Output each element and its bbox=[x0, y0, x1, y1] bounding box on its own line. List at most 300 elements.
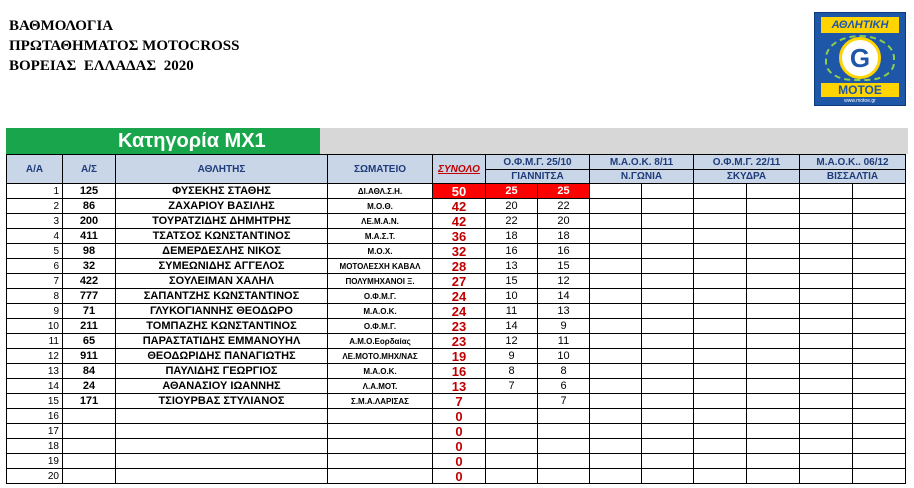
athlete-name-cell: ΤΟΜΠΑΖΗΣ ΚΩΝΣΤΑΝΤΙΝΟΣ bbox=[116, 319, 328, 334]
empty-round-cell bbox=[800, 229, 853, 244]
empty-round-cell bbox=[590, 379, 642, 394]
empty-round-cell bbox=[853, 409, 906, 424]
athlete-name-cell: ΤΣΙΟΥΡΒΑΣ ΣΤΥΛΙΑΝΟΣ bbox=[116, 394, 328, 409]
empty-round-cell bbox=[694, 259, 747, 274]
empty-round-cell bbox=[694, 454, 747, 469]
table-row bbox=[7, 199, 906, 214]
round-1-race-2-cell: 10 bbox=[538, 349, 590, 364]
empty-round-cell bbox=[853, 424, 906, 439]
round-1-race-1-cell bbox=[486, 454, 538, 469]
total-points-cell: 0 bbox=[433, 469, 486, 484]
empty-round-cell bbox=[747, 259, 800, 274]
club-cell bbox=[328, 424, 433, 439]
club-cell: Ο.Φ.Μ.Γ. bbox=[328, 319, 433, 334]
empty-round-cell bbox=[800, 259, 853, 274]
round-1-race-2-cell: 12 bbox=[538, 274, 590, 289]
club-cell: Μ.Ο.Θ. bbox=[328, 199, 433, 214]
athlete-name-cell: ΤΣΑΤΣΟΣ ΚΩΝΣΤΑΝΤΙΝΟΣ bbox=[116, 229, 328, 244]
athlete-name-cell: ΣΟΥΛΕΙΜΑΝ ΧΑΛΗΛ bbox=[116, 274, 328, 289]
empty-round-cell bbox=[853, 319, 906, 334]
title-line-3: ΒΟΡΕΙΑΣ ΕΛΛΑΔΑΣ 2020 bbox=[9, 58, 194, 74]
empty-round-cell bbox=[747, 349, 800, 364]
round-4-org: Μ.Α.Ο.Κ.. 06/12 bbox=[800, 155, 906, 170]
empty-round-cell bbox=[853, 379, 906, 394]
empty-round-cell bbox=[747, 304, 800, 319]
round-1-race-1-cell: 12 bbox=[486, 334, 538, 349]
empty-round-cell bbox=[694, 274, 747, 289]
club-cell: Α.Μ.Ο.Εορδαίας bbox=[328, 334, 433, 349]
rank-cell: 3 bbox=[7, 214, 63, 229]
athlete-name-cell: ΓΛΥΚΟΓΙΑΝΝΗΣ ΘΕΟΔΩΡΟ bbox=[116, 304, 328, 319]
round-3-venue: ΣΚΥΔΡΑ bbox=[694, 170, 800, 184]
total-points-cell: 23 bbox=[433, 319, 486, 334]
standings-body bbox=[7, 184, 906, 484]
empty-round-cell bbox=[747, 199, 800, 214]
title-block bbox=[9, 16, 239, 76]
empty-round-cell bbox=[590, 229, 642, 244]
empty-round-cell bbox=[642, 394, 694, 409]
round-1-race-1-cell bbox=[486, 439, 538, 454]
round-1-race-2-cell: 9 bbox=[538, 319, 590, 334]
table-row bbox=[7, 214, 906, 229]
empty-round-cell bbox=[642, 379, 694, 394]
empty-round-cell bbox=[590, 259, 642, 274]
round-1-race-1-cell: 11 bbox=[486, 304, 538, 319]
empty-round-cell bbox=[747, 409, 800, 424]
empty-round-cell bbox=[590, 319, 642, 334]
empty-round-cell bbox=[747, 229, 800, 244]
club-cell: ΔΙ.ΑΘΛ.Σ.Η. bbox=[328, 184, 433, 199]
empty-round-cell bbox=[747, 289, 800, 304]
rank-cell: 9 bbox=[7, 304, 63, 319]
round-1-race-1-cell: 10 bbox=[486, 289, 538, 304]
total-points-cell: 23 bbox=[433, 334, 486, 349]
empty-round-cell bbox=[853, 199, 906, 214]
round-1-venue: ΓΙΑΝΝΙΤΣΑ bbox=[486, 170, 590, 184]
rank-cell: 19 bbox=[7, 454, 63, 469]
empty-round-cell bbox=[590, 454, 642, 469]
empty-round-cell bbox=[853, 454, 906, 469]
total-points-cell: 0 bbox=[433, 439, 486, 454]
athlete-name-cell bbox=[116, 454, 328, 469]
round-1-race-1-cell: 25 bbox=[486, 184, 538, 199]
total-points-cell: 42 bbox=[433, 214, 486, 229]
club-cell bbox=[328, 439, 433, 454]
empty-round-cell bbox=[800, 214, 853, 229]
empty-round-cell bbox=[694, 229, 747, 244]
rank-cell: 13 bbox=[7, 364, 63, 379]
empty-round-cell bbox=[694, 214, 747, 229]
total-points-cell: 13 bbox=[433, 379, 486, 394]
empty-round-cell bbox=[800, 274, 853, 289]
round-1-race-2-cell bbox=[538, 424, 590, 439]
round-1-race-2-cell: 22 bbox=[538, 199, 590, 214]
empty-round-cell bbox=[800, 184, 853, 199]
empty-round-cell bbox=[590, 214, 642, 229]
empty-round-cell bbox=[642, 214, 694, 229]
empty-round-cell bbox=[853, 184, 906, 199]
table-row bbox=[7, 319, 906, 334]
table-row bbox=[7, 439, 906, 454]
empty-round-cell bbox=[590, 349, 642, 364]
empty-round-cell bbox=[800, 334, 853, 349]
empty-round-cell bbox=[853, 349, 906, 364]
athlete-name-cell: ΦΥΣΕΚΗΣ ΣΤΑΘΗΣ bbox=[116, 184, 328, 199]
empty-round-cell bbox=[800, 394, 853, 409]
empty-round-cell bbox=[800, 244, 853, 259]
round-1-race-1-cell: 14 bbox=[486, 319, 538, 334]
empty-round-cell bbox=[642, 424, 694, 439]
empty-round-cell bbox=[800, 409, 853, 424]
empty-round-cell bbox=[590, 424, 642, 439]
empty-round-cell bbox=[642, 319, 694, 334]
athlete-name-cell: ΣΥΜΕΩΝΙΔΗΣ ΑΓΓΕΛΟΣ bbox=[116, 259, 328, 274]
empty-round-cell bbox=[747, 184, 800, 199]
rank-cell: 10 bbox=[7, 319, 63, 334]
round-4-venue: ΒΙΣΣΑΛΤΙΑ bbox=[800, 170, 906, 184]
empty-round-cell bbox=[642, 469, 694, 484]
empty-round-cell bbox=[800, 199, 853, 214]
rider-number-cell: 32 bbox=[63, 259, 116, 274]
round-1-race-1-cell: 8 bbox=[486, 364, 538, 379]
round-1-org: Ο.Φ.Μ.Γ. 25/10 bbox=[486, 155, 590, 170]
empty-round-cell bbox=[590, 469, 642, 484]
club-cell: ΜΟΤΟΛΕΣΧΗ ΚΑΒΑΛ bbox=[328, 259, 433, 274]
empty-round-cell bbox=[694, 304, 747, 319]
total-points-cell: 16 bbox=[433, 364, 486, 379]
round-1-race-1-cell: 15 bbox=[486, 274, 538, 289]
empty-round-cell bbox=[694, 289, 747, 304]
title-line-2: ΠΡΩΤΑΘΗΜΑΤΟΣ MOTOCROSS bbox=[9, 38, 240, 54]
round-1-race-2-cell: 18 bbox=[538, 229, 590, 244]
rank-cell: 12 bbox=[7, 349, 63, 364]
empty-round-cell bbox=[642, 454, 694, 469]
empty-round-cell bbox=[853, 469, 906, 484]
logo-emblem-icon: G bbox=[839, 37, 881, 79]
athlete-name-cell: ΤΟΥΡΑΤΖΙΔΗΣ ΔΗΜΗΤΡΗΣ bbox=[116, 214, 328, 229]
table-row bbox=[7, 454, 906, 469]
empty-round-cell bbox=[800, 349, 853, 364]
club-cell bbox=[328, 454, 433, 469]
rider-number-cell: 777 bbox=[63, 289, 116, 304]
round-1-race-2-cell bbox=[538, 439, 590, 454]
empty-round-cell bbox=[853, 259, 906, 274]
empty-round-cell bbox=[642, 274, 694, 289]
empty-round-cell bbox=[853, 394, 906, 409]
round-1-race-2-cell bbox=[538, 469, 590, 484]
round-1-race-1-cell: 18 bbox=[486, 229, 538, 244]
title-line-1: ΒΑΘΜΟΛΟΓΙΑ bbox=[9, 18, 114, 34]
col-as-header: Α/Σ bbox=[63, 155, 116, 184]
category-band-grey bbox=[320, 128, 908, 154]
rank-cell: 20 bbox=[7, 469, 63, 484]
empty-round-cell bbox=[853, 364, 906, 379]
empty-round-cell bbox=[590, 334, 642, 349]
table-row bbox=[7, 364, 906, 379]
rank-cell: 14 bbox=[7, 379, 63, 394]
total-points-cell: 0 bbox=[433, 409, 486, 424]
col-total-header: ΣΥΝΟΛΟ bbox=[433, 155, 486, 184]
empty-round-cell bbox=[800, 439, 853, 454]
round-1-race-2-cell: 11 bbox=[538, 334, 590, 349]
empty-round-cell bbox=[694, 424, 747, 439]
table-row bbox=[7, 409, 906, 424]
empty-round-cell bbox=[747, 469, 800, 484]
col-athlete-header: ΑΘΛΗΤΗΣ bbox=[116, 155, 328, 184]
rank-cell: 11 bbox=[7, 334, 63, 349]
empty-round-cell bbox=[747, 379, 800, 394]
empty-round-cell bbox=[642, 304, 694, 319]
rider-number-cell: 422 bbox=[63, 274, 116, 289]
empty-round-cell bbox=[853, 274, 906, 289]
total-points-cell: 32 bbox=[433, 244, 486, 259]
standings-table bbox=[6, 154, 906, 484]
empty-round-cell bbox=[590, 184, 642, 199]
athlete-name-cell bbox=[116, 439, 328, 454]
motoe-logo bbox=[814, 12, 906, 106]
athlete-name-cell bbox=[116, 424, 328, 439]
empty-round-cell bbox=[694, 184, 747, 199]
rank-cell: 8 bbox=[7, 289, 63, 304]
total-points-cell: 7 bbox=[433, 394, 486, 409]
round-1-race-2-cell: 13 bbox=[538, 304, 590, 319]
empty-round-cell bbox=[800, 379, 853, 394]
rider-number-cell bbox=[63, 439, 116, 454]
empty-round-cell bbox=[694, 334, 747, 349]
empty-round-cell bbox=[800, 289, 853, 304]
logo-url-text: www.motoe.gr bbox=[844, 98, 876, 104]
total-points-cell: 19 bbox=[433, 349, 486, 364]
total-points-cell: 27 bbox=[433, 274, 486, 289]
round-2-venue: Ν.ΓΩΝΙΑ bbox=[590, 170, 694, 184]
empty-round-cell bbox=[694, 469, 747, 484]
round-1-race-2-cell: 6 bbox=[538, 379, 590, 394]
empty-round-cell bbox=[642, 439, 694, 454]
rank-cell: 15 bbox=[7, 394, 63, 409]
round-1-race-1-cell bbox=[486, 424, 538, 439]
empty-round-cell bbox=[800, 424, 853, 439]
logo-top-text: ΑΘΛΗΤΙΚΗ bbox=[821, 17, 899, 33]
empty-round-cell bbox=[642, 289, 694, 304]
empty-round-cell bbox=[747, 319, 800, 334]
athlete-name-cell: ΘΕΟΔΩΡΙΔΗΣ ΠΑΝΑΓΙΩΤΗΣ bbox=[116, 349, 328, 364]
rank-cell: 18 bbox=[7, 439, 63, 454]
club-cell: ΛΕ.Μ.Α.Ν. bbox=[328, 214, 433, 229]
empty-round-cell bbox=[694, 319, 747, 334]
round-1-race-2-cell: 25 bbox=[538, 184, 590, 199]
empty-round-cell bbox=[694, 199, 747, 214]
empty-round-cell bbox=[694, 364, 747, 379]
empty-round-cell bbox=[853, 334, 906, 349]
round-1-race-1-cell: 9 bbox=[486, 349, 538, 364]
total-points-cell: 36 bbox=[433, 229, 486, 244]
round-1-race-2-cell bbox=[538, 454, 590, 469]
round-1-race-2-cell: 20 bbox=[538, 214, 590, 229]
table-row bbox=[7, 244, 906, 259]
empty-round-cell bbox=[800, 454, 853, 469]
club-cell bbox=[328, 469, 433, 484]
athlete-name-cell: ΠΑΡΑΣΤΑΤΙΔΗΣ ΕΜΜΑΝΟΥΗΛ bbox=[116, 334, 328, 349]
empty-round-cell bbox=[642, 409, 694, 424]
club-cell: Μ.Α.Ο.Κ. bbox=[328, 364, 433, 379]
empty-round-cell bbox=[642, 244, 694, 259]
empty-round-cell bbox=[853, 214, 906, 229]
round-1-race-1-cell bbox=[486, 409, 538, 424]
club-cell: ΠΟΛΥΜΗΧΑΝΟΙ Ξ. bbox=[328, 274, 433, 289]
rank-cell: 2 bbox=[7, 199, 63, 214]
empty-round-cell bbox=[590, 289, 642, 304]
athlete-name-cell: ΖΑΧΑΡΙΟΥ ΒΑΣΙΛΗΣ bbox=[116, 199, 328, 214]
rider-number-cell: 24 bbox=[63, 379, 116, 394]
empty-round-cell bbox=[642, 364, 694, 379]
empty-round-cell bbox=[800, 304, 853, 319]
table-row bbox=[7, 334, 906, 349]
empty-round-cell bbox=[747, 454, 800, 469]
club-cell: Ο.Φ.Μ.Γ. bbox=[328, 289, 433, 304]
table-row bbox=[7, 229, 906, 244]
club-cell: Σ.Μ.Α.ΛΑΡΙΣΑΣ bbox=[328, 394, 433, 409]
rank-cell: 16 bbox=[7, 409, 63, 424]
round-1-race-2-cell: 16 bbox=[538, 244, 590, 259]
rank-cell: 5 bbox=[7, 244, 63, 259]
empty-round-cell bbox=[590, 364, 642, 379]
col-aa-header: Α/Α bbox=[7, 155, 63, 184]
total-points-cell: 28 bbox=[433, 259, 486, 274]
round-1-race-2-cell: 15 bbox=[538, 259, 590, 274]
empty-round-cell bbox=[642, 349, 694, 364]
empty-round-cell bbox=[800, 364, 853, 379]
club-cell: Μ.Α.Ο.Κ. bbox=[328, 304, 433, 319]
round-1-race-2-cell: 7 bbox=[538, 394, 590, 409]
rider-number-cell: 125 bbox=[63, 184, 116, 199]
club-cell: ΛΕ.ΜΟΤΟ.ΜΗΧ/ΝΑΣ bbox=[328, 349, 433, 364]
rank-cell: 17 bbox=[7, 424, 63, 439]
athlete-name-cell: ΔΕΜΕΡΔΕΣΛΗΣ ΝΙΚΟΣ bbox=[116, 244, 328, 259]
table-row bbox=[7, 379, 906, 394]
empty-round-cell bbox=[853, 229, 906, 244]
round-1-race-1-cell: 22 bbox=[486, 214, 538, 229]
club-cell: Λ.Α.ΜΟΤ. bbox=[328, 379, 433, 394]
empty-round-cell bbox=[590, 409, 642, 424]
table-row bbox=[7, 289, 906, 304]
empty-round-cell bbox=[694, 349, 747, 364]
empty-round-cell bbox=[800, 319, 853, 334]
athlete-name-cell: ΠΑΥΛΙΔΗΣ ΓΕΩΡΓΙΟΣ bbox=[116, 364, 328, 379]
empty-round-cell bbox=[590, 199, 642, 214]
empty-round-cell bbox=[642, 229, 694, 244]
empty-round-cell bbox=[590, 304, 642, 319]
table-row bbox=[7, 349, 906, 364]
athlete-name-cell: ΑΘΑΝΑΣΙΟΥ ΙΩΑΝΝΗΣ bbox=[116, 379, 328, 394]
rider-number-cell: 84 bbox=[63, 364, 116, 379]
rank-cell: 1 bbox=[7, 184, 63, 199]
rider-number-cell: 86 bbox=[63, 199, 116, 214]
table-row bbox=[7, 184, 906, 199]
club-cell: Μ.Ο.Χ. bbox=[328, 244, 433, 259]
rider-number-cell bbox=[63, 424, 116, 439]
rider-number-cell: 171 bbox=[63, 394, 116, 409]
rank-cell: 4 bbox=[7, 229, 63, 244]
empty-round-cell bbox=[853, 244, 906, 259]
table-row bbox=[7, 274, 906, 289]
athlete-name-cell bbox=[116, 409, 328, 424]
empty-round-cell bbox=[642, 199, 694, 214]
round-3-org: Ο.Φ.Μ.Γ. 22/11 bbox=[694, 155, 800, 170]
empty-round-cell bbox=[747, 274, 800, 289]
total-points-cell: 0 bbox=[433, 424, 486, 439]
rider-number-cell: 911 bbox=[63, 349, 116, 364]
empty-round-cell bbox=[747, 214, 800, 229]
athlete-name-cell bbox=[116, 469, 328, 484]
rider-number-cell bbox=[63, 409, 116, 424]
table-row bbox=[7, 304, 906, 319]
round-1-race-1-cell: 16 bbox=[486, 244, 538, 259]
round-1-race-2-cell: 14 bbox=[538, 289, 590, 304]
rider-number-cell: 211 bbox=[63, 319, 116, 334]
empty-round-cell bbox=[590, 439, 642, 454]
round-2-org: Μ.Α.Ο.Κ. 8/11 bbox=[590, 155, 694, 170]
empty-round-cell bbox=[694, 244, 747, 259]
empty-round-cell bbox=[590, 394, 642, 409]
empty-round-cell bbox=[590, 274, 642, 289]
club-cell: Μ.Α.Σ.Τ. bbox=[328, 229, 433, 244]
empty-round-cell bbox=[694, 379, 747, 394]
empty-round-cell bbox=[694, 439, 747, 454]
empty-round-cell bbox=[747, 334, 800, 349]
table-row bbox=[7, 424, 906, 439]
empty-round-cell bbox=[590, 244, 642, 259]
table-row bbox=[7, 259, 906, 274]
total-points-cell: 0 bbox=[433, 454, 486, 469]
rider-number-cell: 200 bbox=[63, 214, 116, 229]
round-1-race-1-cell: 20 bbox=[486, 199, 538, 214]
rank-cell: 6 bbox=[7, 259, 63, 274]
empty-round-cell bbox=[853, 289, 906, 304]
round-1-race-1-cell bbox=[486, 469, 538, 484]
empty-round-cell bbox=[694, 409, 747, 424]
empty-round-cell bbox=[747, 439, 800, 454]
empty-round-cell bbox=[853, 304, 906, 319]
empty-round-cell bbox=[642, 334, 694, 349]
empty-round-cell bbox=[800, 469, 853, 484]
athlete-name-cell: ΣΑΠΑΝΤΖΗΣ ΚΩΝΣΤΑΝΤΙΝΟΣ bbox=[116, 289, 328, 304]
round-1-race-2-cell: 8 bbox=[538, 364, 590, 379]
rank-cell: 7 bbox=[7, 274, 63, 289]
empty-round-cell bbox=[853, 439, 906, 454]
round-1-race-1-cell: 13 bbox=[486, 259, 538, 274]
total-points-cell: 42 bbox=[433, 199, 486, 214]
club-cell bbox=[328, 409, 433, 424]
col-club-header: ΣΩΜΑΤΕΙΟ bbox=[328, 155, 433, 184]
empty-round-cell bbox=[747, 244, 800, 259]
round-1-race-2-cell bbox=[538, 409, 590, 424]
rider-number-cell: 98 bbox=[63, 244, 116, 259]
logo-bottom-text: MOTOE bbox=[821, 83, 899, 97]
empty-round-cell bbox=[642, 259, 694, 274]
rider-number-cell bbox=[63, 469, 116, 484]
empty-round-cell bbox=[747, 424, 800, 439]
empty-round-cell bbox=[642, 184, 694, 199]
table-row bbox=[7, 469, 906, 484]
total-points-cell: 24 bbox=[433, 304, 486, 319]
round-1-race-1-cell bbox=[486, 394, 538, 409]
table-row bbox=[7, 394, 906, 409]
round-1-race-1-cell: 7 bbox=[486, 379, 538, 394]
empty-round-cell bbox=[747, 364, 800, 379]
rider-number-cell bbox=[63, 454, 116, 469]
empty-round-cell bbox=[747, 394, 800, 409]
total-points-cell: 50 bbox=[433, 184, 486, 199]
